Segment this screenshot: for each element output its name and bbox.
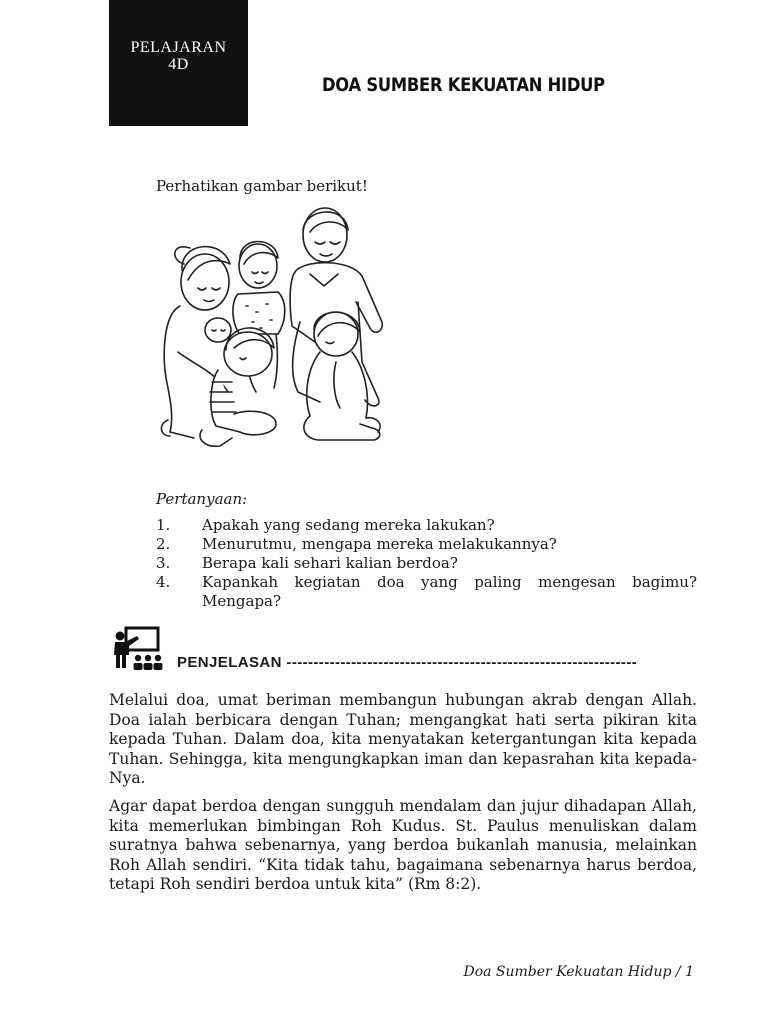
question-number: 4.: [156, 573, 171, 591]
lesson-number: 4D: [168, 56, 189, 73]
lesson-label: PELAJARAN: [130, 39, 227, 56]
teacher-presentation-icon: [112, 626, 164, 672]
question-number: 1.: [156, 516, 171, 534]
paragraph: Melalui doa, umat beriman membangun hubungan akrab dengan Allah. Doa ialah berbicara dengan Tuhan; mengangkat hati serta pikiran kita kepada Tuhan. Dalam doa, kita menyatakan ketergantungan kita kepada Tuhan. Sehingga, kita mengungkapkan iman dan kepasrahan kita kepada-Nya.: [109, 691, 697, 787]
page-title: DOA SUMBER KEKUATAN HIDUP: [322, 74, 605, 96]
list-item: [156, 573, 697, 611]
paragraph: Agar dapat berdoa dengan sungguh mendalam dan jujur dihadapan Allah, kita memerlukan bimbingan Roh Kudus. St. Paulus menuliskan dalam suratnya bahwa sebenarnya, yang berdoa bukanlah manusia, melainkan Roh Allah sendiri. “Kita tidak tahu, bagaimana sebenarnya harus berdoa, tetapi Roh sendiri berdoa untuk kita” (Rm 8:2).: [109, 797, 697, 893]
list-item: [156, 516, 697, 535]
page-footer: Doa Sumber Kekuatan Hidup / 1: [463, 964, 694, 980]
list-item: [156, 535, 697, 554]
question-text: Kapankah kegiatan doa yang paling mengesan bagimu? Mengapa?: [202, 573, 697, 610]
question-number: 3.: [156, 554, 171, 572]
list-item: [156, 554, 697, 573]
question-number: 2.: [156, 535, 171, 553]
question-text: Menurutmu, mengapa mereka melakukannya?: [202, 535, 557, 553]
questions-list: [156, 516, 697, 611]
section-heading: PENJELASAN -----------------------------------------------------------------: [177, 654, 638, 671]
question-text: Apakah yang sedang mereka lakukan?: [202, 516, 495, 534]
family-praying-illustration: [160, 202, 392, 456]
intro-text: Perhatikan gambar berikut!: [156, 177, 368, 195]
questions-heading: Pertanyaan:: [156, 490, 248, 508]
question-text: Berapa kali sehari kalian berdoa?: [202, 554, 458, 572]
lesson-badge: [109, 0, 248, 126]
